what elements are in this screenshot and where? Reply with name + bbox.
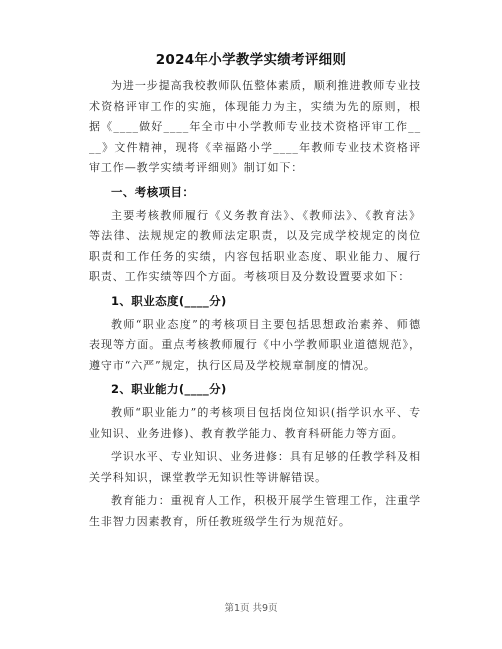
knowledge-paragraph: 学识水平、专业知识、业务进修：具有足够的任教学科及相关学科知识，课堂教学无知识性等讲解错误。 (89, 450, 421, 484)
section-heading-assessment-items: 一、考核项目： (111, 184, 195, 199)
page-number-footer: 第1页 共9页 (224, 603, 278, 614)
document-title: 2024年小学教学实绩考评细则 (155, 52, 347, 68)
professional-ability-paragraph: 教师“职业能力”的考核项目包括岗位知识(指学识水平、专业知识、业务进修)、教育教学能力、教育科研能力等方面。 (89, 405, 421, 440)
education-ability-paragraph: 教育能力：重视育人工作，积极开展学生管理工作，注重学生非智力因素教育，所任教班级学生行为规范好。 (89, 494, 421, 528)
document-body (89, 76, 421, 535)
subheading-professional-ability: 2、职业能力(____分) (111, 382, 227, 397)
intro-paragraph: 为进一步提高我校教师队伍整体素质，顺利推进教师专业技术资格评审工作的实施，体现能力为主，实绩为先的原则，根据《____做好____年全市中小学教师专业技术资格评审工作____》文件精神，现将《幸福路小学____年教师专业技术资格评审工作—教学实绩考评细则》制订如下： (89, 79, 421, 175)
subheading-professional-attitude: 1、职业态度(____分) (111, 293, 227, 308)
professional-attitude-paragraph: 教师“职业态度”的考核项目主要包括思想政治素养、师德表现等方面。重点考核教师履行《中小学教师职业道德规范》，遵守市“六严”规定，执行区局及学校规章制度的情况。 (89, 317, 421, 372)
assessment-items-paragraph: 主要考核教师履行《义务教育法》、《教师法》、《教育法》等法律、法规规定的教师法定职责，以及完成学校规定的岗位职责和工作任务的实绩，内容包括职业态度、职业能力、履行职责、工作实绩等四个方面。考核项目及分数设置要求如下： (89, 208, 421, 284)
